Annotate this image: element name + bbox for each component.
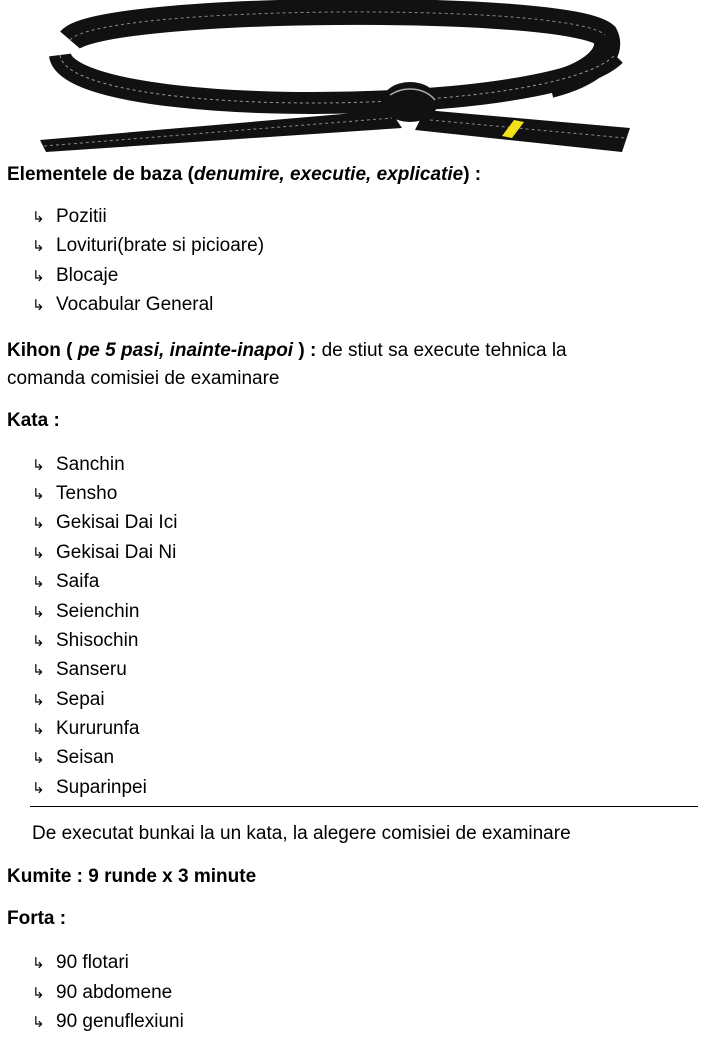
arrow-bullet-icon: ↳: [32, 632, 45, 650]
arrow-bullet-icon: ↳: [32, 749, 45, 767]
arrow-bullet-icon: ↳: [32, 720, 45, 738]
arrow-bullet-icon: ↳: [32, 954, 45, 972]
list-item: ↳ 90 flotari: [32, 952, 129, 973]
list-item: ↳ Sepai: [32, 689, 105, 710]
list-item: ↳ Sanseru: [32, 659, 127, 680]
list-item: ↳ Pozitii: [32, 206, 107, 227]
arrow-bullet-icon: ↳: [32, 456, 45, 474]
arrow-bullet-icon: ↳: [32, 984, 45, 1002]
arrow-bullet-icon: ↳: [32, 544, 45, 562]
arrow-bullet-icon: ↳: [32, 1013, 45, 1031]
arrow-bullet-icon: ↳: [32, 208, 45, 226]
list-item: ↳ Lovituri(brate si picioare): [32, 235, 265, 256]
heading-kumite: Kumite : 9 runde x 3 minute: [7, 866, 257, 887]
list-item: ↳ Suparinpei: [32, 777, 147, 798]
list-item: ↳ Tensho: [32, 483, 118, 504]
arrow-bullet-icon: ↳: [32, 237, 45, 255]
kata-note: De executat bunkai la un kata, la alegere comisiei de examinare: [32, 823, 571, 844]
list-item: ↳ Blocaje: [32, 265, 119, 286]
list-item: ↳ Saifa: [32, 571, 100, 592]
arrow-bullet-icon: ↳: [32, 779, 45, 797]
arrow-bullet-icon: ↳: [32, 691, 45, 709]
arrow-bullet-icon: ↳: [32, 661, 45, 679]
list-item: ↳ Gekisai Dai Ni: [32, 542, 177, 563]
arrow-bullet-icon: ↳: [32, 573, 45, 591]
arrow-bullet-icon: ↳: [32, 485, 45, 503]
list-item: ↳ Gekisai Dai Ici: [32, 512, 178, 533]
arrow-bullet-icon: ↳: [32, 296, 45, 314]
arrow-bullet-icon: ↳: [32, 603, 45, 621]
heading-kata: Kata :: [7, 410, 60, 431]
heading-elementele: Elementele de baza (denumire, executie, explicatie) :: [7, 164, 482, 185]
list-item: ↳ Kururunfa: [32, 718, 140, 739]
divider: [30, 806, 698, 807]
list-item: ↳ 90 abdomene: [32, 982, 173, 1003]
kihon-text-continued: comanda comisiei de examinare: [7, 368, 280, 389]
list-item: ↳ Seienchin: [32, 601, 140, 622]
heading-kihon: Kihon ( pe 5 pasi, inainte-inapoi ) : de stiut sa execute tehnica la: [7, 340, 567, 361]
arrow-bullet-icon: ↳: [32, 514, 45, 532]
list-item: ↳ Shisochin: [32, 630, 139, 651]
list-item: ↳ Sanchin: [32, 454, 125, 475]
black-belt-image: [30, 0, 640, 158]
list-item: ↳ 90 genuflexiuni: [32, 1011, 184, 1032]
list-item: ↳ Vocabular General: [32, 294, 214, 315]
list-item: ↳ Seisan: [32, 747, 115, 768]
heading-forta: Forta :: [7, 908, 67, 929]
arrow-bullet-icon: ↳: [32, 267, 45, 285]
